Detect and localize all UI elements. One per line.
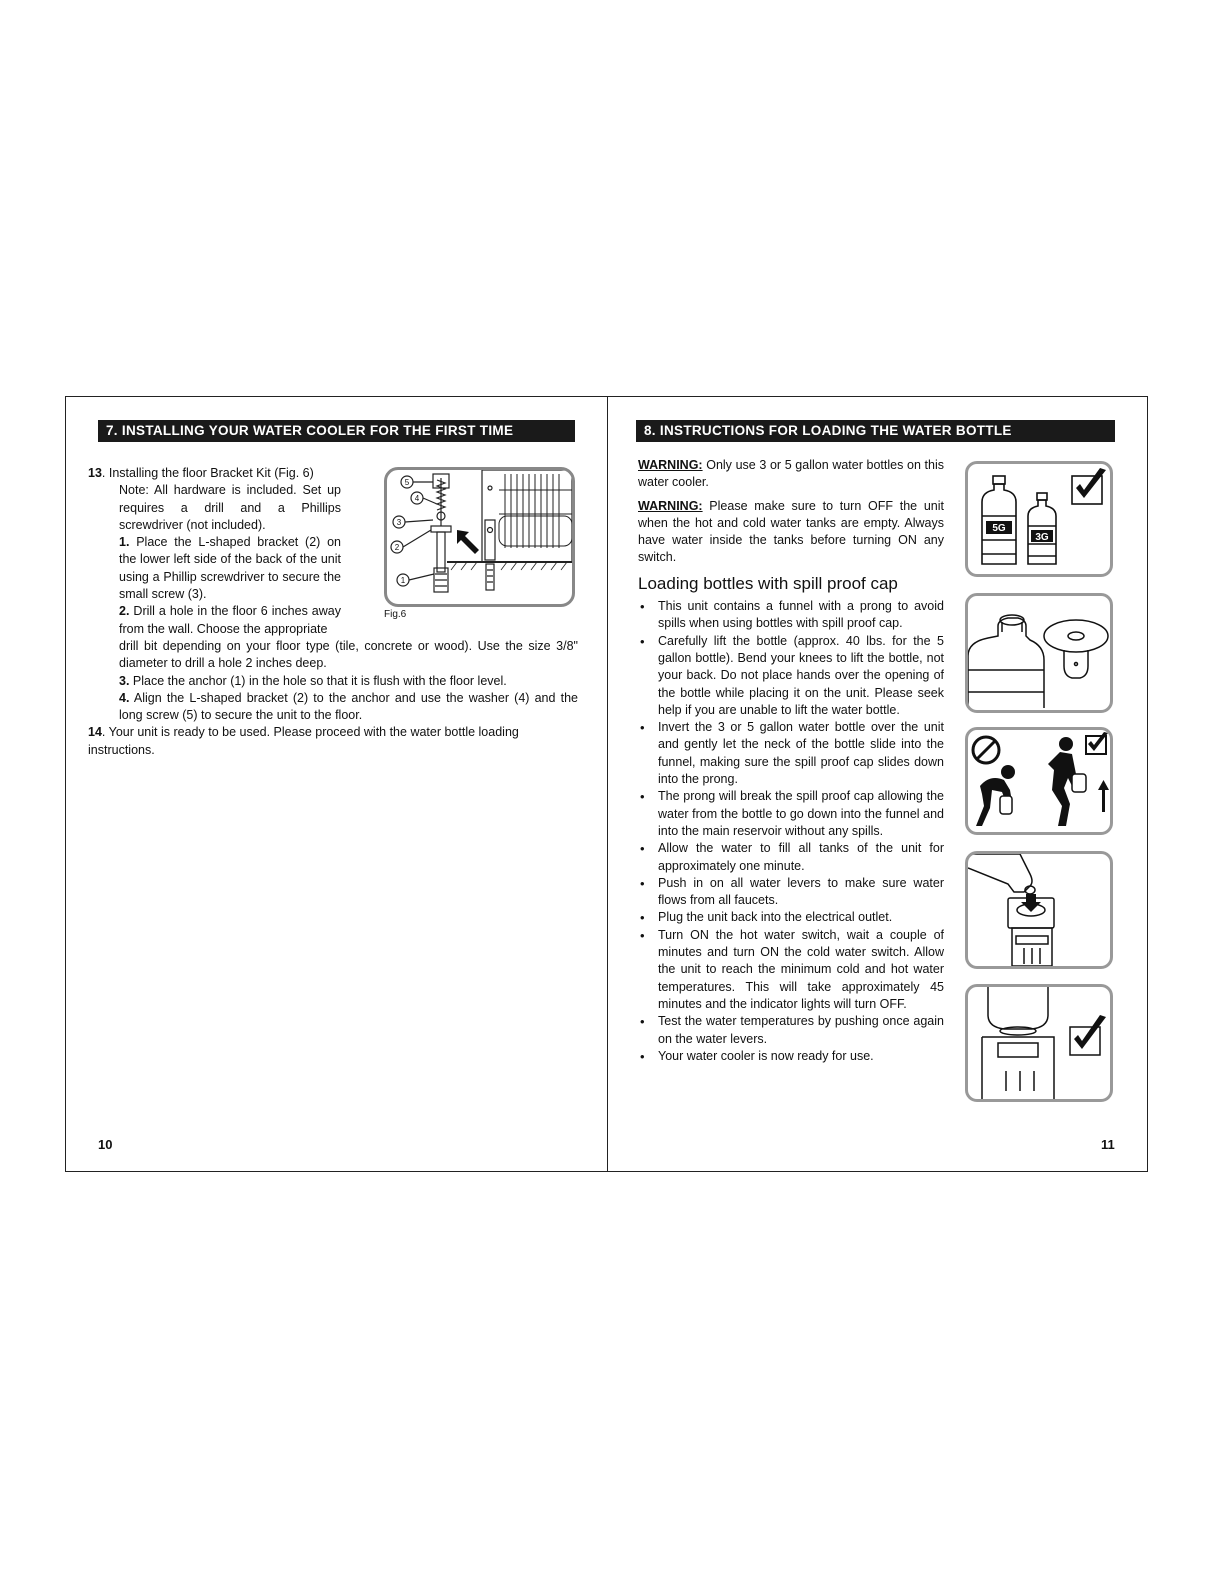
step-1-text: Place the L-shaped bracket (2) on the lower left side of the back of the unit using a Phillip screwdriver to secure the small screw (3). (119, 535, 341, 602)
right-page (608, 397, 1149, 1171)
fig6-bracket-illustration (384, 467, 575, 607)
list-item: • Turn ON the hot water switch, wait a couple of minutes and turn ON the cold water switch. Allow the unit to reach the minimum cold and hot water temperatures. This will take approximately 45 minutes and the indicator lights will turn OFF. (638, 927, 944, 1013)
list-item: • Test the water temperatures by pushing once again on the water levers. (638, 1013, 944, 1048)
list-item: • Invert the 3 or 5 gallon water bottle over the unit and gently let the neck of the bottle slide into the funnel, making sure the spill proof cap slides down into the prong. (638, 719, 944, 788)
callout-1: 1 (400, 576, 406, 585)
left-page (66, 397, 607, 1171)
section-8-heading: 8. INSTRUCTIONS FOR LOADING THE WATER BOTTLE (636, 420, 1115, 442)
prohibited-icon (973, 737, 999, 763)
step-3-text: Place the anchor (1) in the hole so that it is flush with the floor level. (129, 673, 507, 688)
step-1-number: 1. (119, 535, 130, 550)
warning-2 (638, 498, 944, 567)
bottle-sizes-illustration (965, 461, 1113, 577)
callout-2: 2 (394, 543, 400, 552)
callout-5: 5 (404, 478, 410, 487)
section-7-heading: 7. INSTALLING YOUR WATER COOLER FOR THE FIRST TIME (98, 420, 575, 442)
step-3 (88, 673, 578, 690)
step-4-text: Align the L-shaped bracket (2) to the anchor and use the washer (4) and the long screw (5) to secure the unit to the floor. (119, 690, 578, 723)
section-8-body (638, 457, 944, 1065)
list-item: • Plug the unit back into the electrical outlet. (638, 909, 944, 926)
callout-3: 3 (396, 518, 402, 527)
ready-cooler-illustration (965, 984, 1113, 1102)
bracket-diagram (387, 470, 572, 604)
step-1 (88, 534, 341, 603)
step-2-text-a: Drill a hole in the floor 6 inches away from the wall. Choose the appropriate (119, 604, 341, 636)
bottle-label-3g: 3G (1035, 532, 1049, 543)
item-13-title: . Installing the floor Bracket Kit (Fig. 6) (101, 466, 314, 480)
bottles-drawing (968, 464, 1110, 574)
warning-2-label: WARNING: (638, 498, 703, 513)
lifting-technique-illustration (965, 727, 1113, 835)
list-item: • The prong will break the spill proof cap allowing the water from the bottle to go down into the funnel and into the main reservoir without any spills. (638, 788, 944, 840)
list-item: • Carefully lift the bottle (approx. 40 lbs. for the 5 gallon bottle). Bend your knees to lift the bottle, not your back. Do not place hands over the opening of the bottle while placing it on the unit. Please seek help if you are unable to lift the water bottle. (638, 633, 944, 719)
list-item: • Push in on all water levers to make sure water flows from all faucets. (638, 875, 944, 910)
funnel-prong-illustration (965, 593, 1113, 713)
item-14-number: 14 (88, 725, 102, 740)
step-2b: drill bit depending on your floor type (tile, concrete or wood). Use the size 3/8" diameter to drill a hole 2 inches deep. (119, 638, 578, 671)
page-number-right: 11 (1101, 1137, 1115, 1152)
hardware-note: Note: All hardware is included. Set up requires a drill and a Phillips screwdriver (not included). (119, 483, 341, 532)
callout-4: 4 (414, 494, 420, 503)
list-item: • This unit contains a funnel with a prong to avoid spills when using bottles with spill proof cap. (638, 598, 944, 633)
item-14 (88, 724, 578, 759)
ready-drawing (968, 987, 1110, 1099)
list-item: • Allow the water to fill all tanks of the unit for approximately one minute. (638, 840, 944, 875)
warning-1 (638, 457, 944, 492)
warning-1-text: Only use 3 or 5 gallon water bottles on this water cooler. (638, 458, 944, 490)
step-3-number: 3. (119, 673, 130, 688)
warning-1-label: WARNING: (638, 458, 703, 472)
manual-spread (65, 396, 1148, 1172)
funnel-drawing (968, 596, 1110, 710)
invert-bottle-illustration (965, 851, 1113, 969)
step-2-number: 2. (119, 604, 130, 619)
item-13-number: 13 (88, 466, 102, 480)
invert-drawing (968, 854, 1110, 966)
lifting-drawing (968, 730, 1110, 832)
warning-2-text: Please make sure to turn OFF the unit when the hot and cold water tanks are empty. Always have water inside the tanks before turning ON any switch. (638, 498, 944, 565)
step-4-number: 4. (119, 690, 130, 705)
step-2a (88, 603, 341, 638)
fig6-caption: Fig.6 (384, 609, 407, 620)
page-number-left: 10 (98, 1137, 113, 1152)
checkmark-icon (1074, 1015, 1106, 1049)
list-item: • Your water cooler is now ready for use. (638, 1048, 944, 1065)
loading-steps-list (638, 598, 944, 1065)
bottle-label-5g: 5G (992, 523, 1006, 534)
item-14-text: . Your unit is ready to be used. Please proceed with the water bottle loading instructions. (88, 725, 519, 757)
down-arrow-icon (1021, 894, 1041, 912)
loading-subheading: Loading bottles with spill proof cap (638, 573, 898, 593)
step-4 (88, 690, 578, 725)
